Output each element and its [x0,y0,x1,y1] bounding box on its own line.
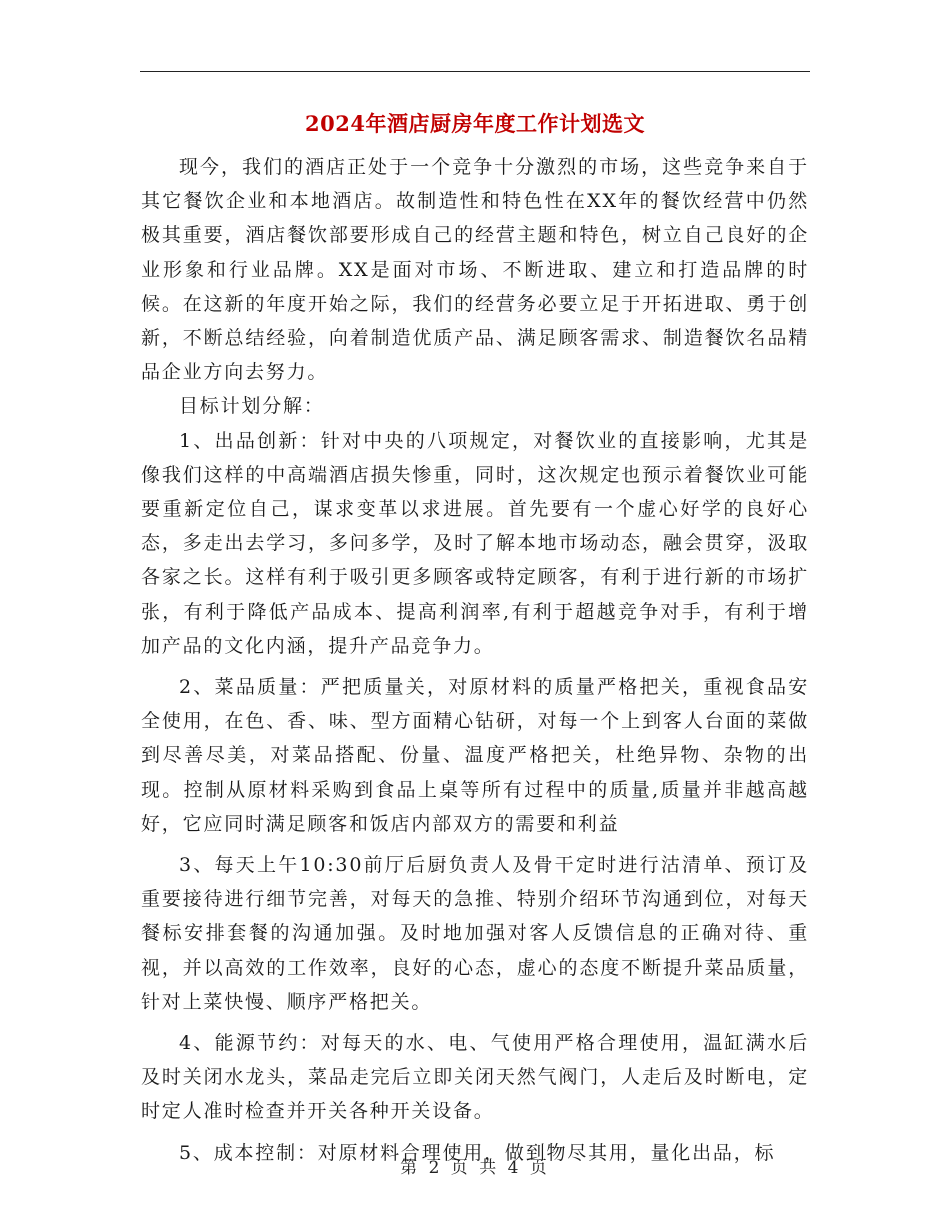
header-rule [140,71,810,72]
paragraph-goal-heading: 目标计划分解： [179,395,325,418]
paragraph-item-1: 1、出品创新：针对中央的八项规定，对餐饮业的直接影响，尤其是像我们这样的中高端酒店损失惨重，同时，这次规定也预示着餐饮业可能要重新定位自己，谋求变革以求进展。首先要有一个虚心好学的良好心态，多走出去学习，多问多学，及时了解本地市场动态，融会贯穿，汲取各家之长。这样有利于吸引更多顾客或特定顾客，有利于进行新的市场扩张，有利于降低产品成本、提高利润率,有利于超越竞争对手，有利于增加产品的文化内涵，提升产品竞争力。 [141,429,809,657]
paragraph-item-3: 3、每天上午10:30前厅后厨负责人及骨干定时进行沽清单、预订及重要接待进行细节完善，对每天的急推、特别介绍环节沟通到位，对每天餐标安排套餐的沟通加强。及时地加强对客人反馈信息的正确对待、重视，并以高效的工作效率，良好的心态，虚心的态度不断提升菜品质量，针对上菜快慢、顺序严格把关。 [141,854,809,1013]
page-number: 第 2 页 共 4 页 [400,1158,550,1178]
document-title: 2024年酒店厨房年度工作计划选文 [305,111,645,136]
document-body [141,150,809,1170]
paragraph-intro: 现今，我们的酒店正处于一个竞争十分激烈的市场，这些竞争来自于其它餐饮企业和本地酒店。故制造性和特色性在XX年的餐饮经营中仍然极其重要，酒店餐饮部要形成自己的经营主题和特色，树立自己良好的企业形象和行业品牌。XX是面对市场、不断进取、建立和打造品牌的时候。在这新的年度开始之际，我们的经营务必要立足于开拓进取、勇于创新，不断总结经验，向着制造优质产品、满足顾客需求、制造餐饮名品精品企业方向去努力。 [141,156,809,384]
paragraph-item-4: 4、能源节约：对每天的水、电、气使用严格合理使用，温缸满水后及时关闭水龙头，菜品走完后立即关闭天然气阀门，人走后及时断电，定时定人准时检查并开关各种开关设备。 [141,1032,809,1123]
paragraph-item-2: 2、菜品质量：严把质量关，对原材料的质量严格把关，重视食品安全使用，在色、香、味、型方面精心钻研，对每一个上到客人台面的菜做到尽善尽美，对菜品搭配、份量、温度严格把关，杜绝异物、杂物的出现。控制从原材料采购到食品上桌等所有过程中的质量,质量并非越高越好，它应同时满足顾客和饭店内部双方的需要和利益 [141,676,809,835]
paragraph-item-5: 5、成本控制：对原材料合理使用，做到物尽其用，量化出品，标 [179,1141,776,1164]
